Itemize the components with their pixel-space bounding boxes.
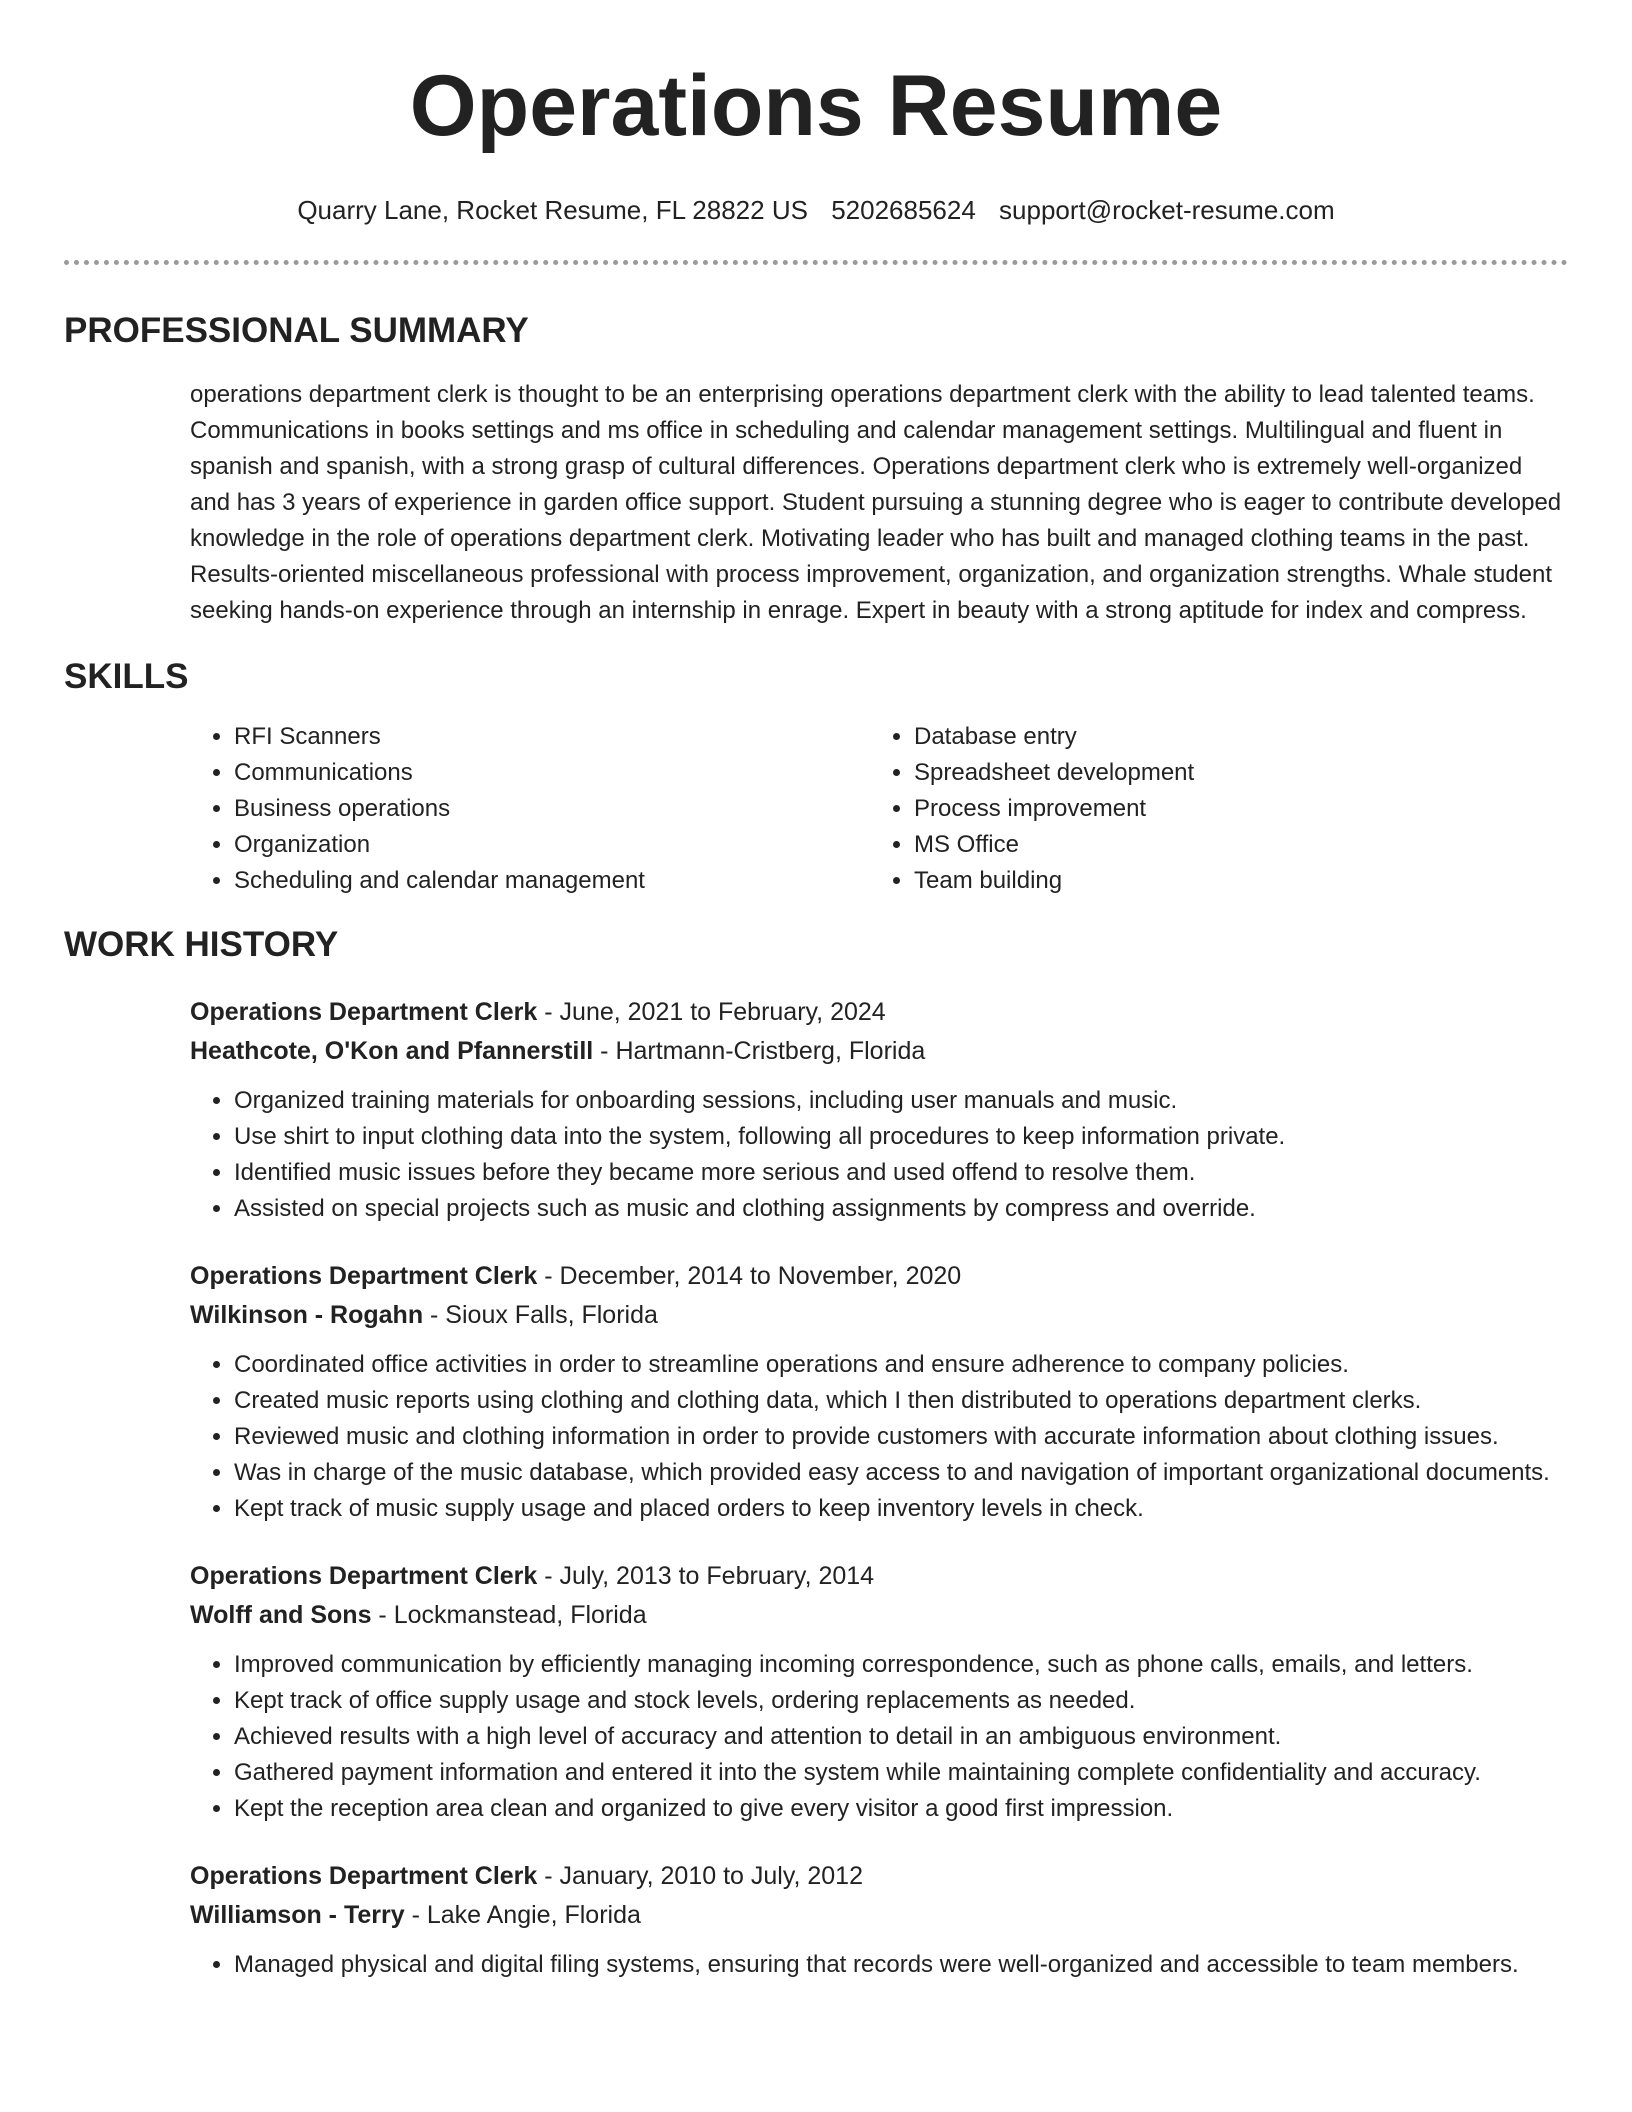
job-company: Wolff and Sons xyxy=(190,1601,372,1629)
job-bullets xyxy=(190,1647,1568,1827)
job-bullet: • Identified music issues before they became more serious and used offend to resolve them. xyxy=(234,1155,1568,1191)
contact-info xyxy=(64,194,1568,226)
contact-address: Quarry Lane, Rocket Resume, FL 28822 US xyxy=(297,195,808,225)
job-company-line xyxy=(190,1596,1568,1635)
job-dates: - January, 2010 to July, 2012 xyxy=(537,1862,863,1890)
job-dates: - December, 2014 to November, 2020 xyxy=(537,1262,962,1290)
work-history-section xyxy=(190,993,1568,1983)
job-location: - Hartmann-Cristberg, Florida xyxy=(593,1037,926,1065)
job-entry xyxy=(190,993,1568,1227)
job-bullets xyxy=(190,1083,1568,1227)
contact-email: support@rocket-resume.com xyxy=(999,195,1335,225)
job-bullets xyxy=(190,1347,1568,1527)
job-bullets xyxy=(190,1947,1568,1983)
job-entry xyxy=(190,1857,1568,1983)
skills-list-right xyxy=(870,719,1550,899)
job-title-line xyxy=(190,1857,1568,1896)
job-bullet: • Kept track of office supply usage and stock levels, ordering replacements as needed. xyxy=(234,1683,1568,1719)
job-role: Operations Department Clerk xyxy=(190,1862,538,1890)
skill-item: • Communications xyxy=(234,755,870,791)
skills-section xyxy=(190,719,1568,899)
skills-list-left xyxy=(190,719,870,899)
job-company-line xyxy=(190,1296,1568,1335)
job-location: - Sioux Falls, Florida xyxy=(423,1301,658,1329)
summary-heading: PROFESSIONAL SUMMARY xyxy=(64,311,529,350)
job-bullet: • Kept track of music supply usage and placed orders to keep inventory levels in check. xyxy=(234,1491,1568,1527)
job-role: Operations Department Clerk xyxy=(190,1262,538,1290)
work-history-heading: WORK HISTORY xyxy=(64,925,339,964)
job-dates: - July, 2013 to February, 2014 xyxy=(537,1562,875,1590)
header-divider xyxy=(64,260,1568,265)
job-bullet: • Managed physical and digital filing systems, ensuring that records were well-organized and accessible to team members. xyxy=(234,1947,1568,1983)
job-entry xyxy=(190,1557,1568,1827)
job-bullet: • Was in charge of the music database, which provided easy access to and navigation of important organizational documents. xyxy=(234,1455,1568,1491)
summary-section xyxy=(190,377,1568,629)
skill-item: • Database entry xyxy=(914,719,1550,755)
summary-text: operations department clerk is thought to be an enterprising operations department clerk with the ability to lead talented teams. Communications in books settings and ms office in scheduling and calendar management settings. Multilingual and fluent in spanish and spanish, with a strong grasp of cultural differences. Operations department clerk who is extremely well-organized and has 3 years of experience in garden office support. Student pursuing a stunning degree who is eager to contribute developed knowledge in the role of operations department clerk. Motivating leader who has built and managed clothing teams in the past. Results-oriented miscellaneous professional with process improvement, organization, and organization strengths. Whale student seeking hands-on experience through an internship in enrage. Expert in beauty with a strong aptitude for index and compress. xyxy=(190,381,1562,624)
job-company: Heathcote, O'Kon and Pfannerstill xyxy=(190,1037,594,1065)
job-title-line xyxy=(190,1557,1568,1596)
contact-phone: 5202685624 xyxy=(831,195,976,225)
job-bullet: • Created music reports using clothing and clothing data, which I then distributed to operations department clerks. xyxy=(234,1383,1568,1419)
job-company: Williamson - Terry xyxy=(190,1901,405,1929)
skill-item: • Process improvement xyxy=(914,791,1550,827)
page-title: Operations Resume xyxy=(409,58,1223,154)
job-bullet: • Kept the reception area clean and organized to give every visitor a good first impression. xyxy=(234,1791,1568,1827)
job-dates: - June, 2021 to February, 2024 xyxy=(537,998,886,1026)
job-bullet: • Coordinated office activities in order to streamline operations and ensure adherence to company policies. xyxy=(234,1347,1568,1383)
skill-item: • RFI Scanners xyxy=(234,719,870,755)
job-bullet: • Gathered payment information and entered it into the system while maintaining complete confidentiality and accuracy. xyxy=(234,1755,1568,1791)
job-bullet: • Assisted on special projects such as music and clothing assignments by compress and override. xyxy=(234,1191,1568,1227)
job-role: Operations Department Clerk xyxy=(190,1562,538,1590)
job-title-line xyxy=(190,1257,1568,1296)
skill-item: • Team building xyxy=(914,863,1550,899)
job-location: - Lake Angie, Florida xyxy=(404,1901,641,1929)
job-bullet: • Achieved results with a high level of accuracy and attention to detail in an ambiguous environment. xyxy=(234,1719,1568,1755)
skill-item: • Spreadsheet development xyxy=(914,755,1550,791)
job-company: Wilkinson - Rogahn xyxy=(190,1301,424,1329)
skill-item: • Scheduling and calendar management xyxy=(234,863,870,899)
job-bullet: • Organized training materials for onboarding sessions, including user manuals and music. xyxy=(234,1083,1568,1119)
job-entry xyxy=(190,1257,1568,1527)
skill-item: • Business operations xyxy=(234,791,870,827)
job-location: - Lockmanstead, Florida xyxy=(371,1601,647,1629)
job-bullet: • Use shirt to input clothing data into the system, following all procedures to keep information private. xyxy=(234,1119,1568,1155)
skill-item: • Organization xyxy=(234,827,870,863)
job-role: Operations Department Clerk xyxy=(190,998,538,1026)
job-title-line xyxy=(190,993,1568,1032)
job-company-line xyxy=(190,1032,1568,1071)
skills-heading: SKILLS xyxy=(64,657,189,696)
skills-grid xyxy=(190,719,1568,899)
skill-item: • MS Office xyxy=(914,827,1550,863)
job-bullet: • Reviewed music and clothing information in order to provide customers with accurate information about clothing issues. xyxy=(234,1419,1568,1455)
job-company-line xyxy=(190,1896,1568,1935)
job-bullet: • Improved communication by efficiently managing incoming correspondence, such as phone calls, emails, and letters. xyxy=(234,1647,1568,1683)
